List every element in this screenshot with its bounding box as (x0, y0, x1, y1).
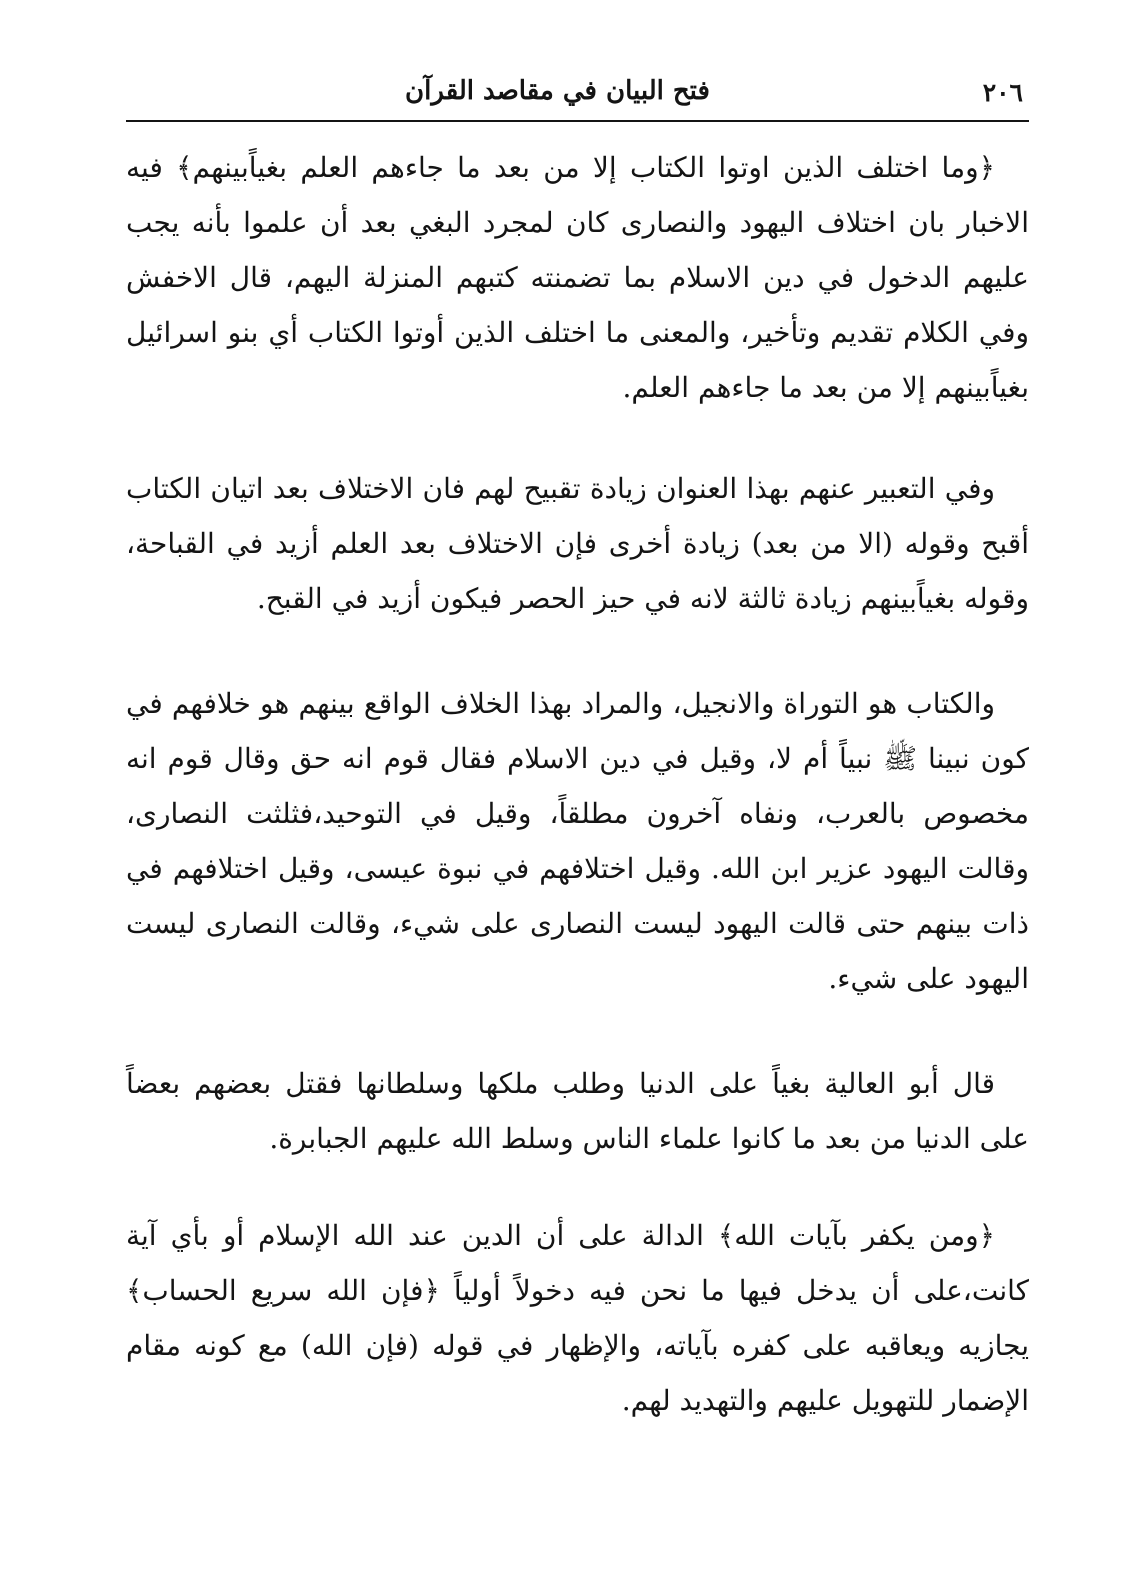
running-title: فتح البيان في مقاصد القرآن (405, 76, 710, 106)
paragraph-1: ﴿وما اختلف الذين اوتوا الكتاب إلا من بعد ما جاءهم العلم بغياًبينهم﴾ فيه الاخبار بان اختلاف اليهود والنصارى كان لمجرد البغي بعد أن علموا بأنه يجب عليهم الدخول في دين الاسلام بما تضمنته كتبهم المنزلة اليهم، قال الاخفش وفي الكلام تقديم وتأخير، والمعنى ما اختلف الذين أوتوا الكتاب أي بنو اسرائيل بغياًبينهم إلا من بعد ما جاءهم العلم. (126, 151, 1029, 404)
page-header (126, 72, 1029, 122)
paragraph-3: والكتاب هو التوراة والانجيل، والمراد بهذا الخلاف الواقع بينهم هو خلافهم في كون نبينا ﷺ نبياً أم لا، وقيل في دين الاسلام فقال قوم انه حق وقال قوم انه مخصوص بالعرب، ونفاه آخرون مطلقاً، وقيل في التوحيد،فثلثت النصارى، وقالت اليهود عزير ابن الله. وقيل اختلافهم في نبوة عيسى، وقيل اختلافهم في ذات بينهم حتى قالت اليهود ليست النصارى على شيء، وقالت النصارى ليست اليهود على شيء. (126, 687, 1029, 995)
paragraph-5: ﴿ومن يكفر بآيات الله﴾ الدالة على أن الدين عند الله الإسلام أو بأي آية كانت،على أن يدخل فيها ما نحن فيه دخولاً أولياً ﴿فإن الله سريع الحساب﴾ يجازيه ويعاقبه على كفره بآياته، والإظهار في قوله (فإن الله) مع كونه مقام الإضمار للتهويل عليهم والتهديد لهم. (126, 1219, 1029, 1417)
paragraph-2: وفي التعبير عنهم بهذا العنوان زيادة تقبيح لهم فان الاختلاف بعد اتيان الكتاب أقبح وقوله (الا من بعد) زيادة أخرى فإن الاختلاف بعد العلم أزيد في القباحة، وقوله بغياًبينهم زيادة ثالثة لانه في حيز الحصر فيكون أزيد في القبح. (126, 472, 1029, 615)
header-rule (126, 120, 1029, 122)
body-text (126, 140, 1029, 1428)
paragraph-4: قال أبو العالية بغياً على الدنيا وطلب ملكها وسلطانها فقتل بعضهم بعضاً على الدنيا من بعد ما كانوا علماء الناس وسلط الله عليهم الجبابرة. (126, 1067, 1029, 1155)
page-number: ٢٠٦ (982, 78, 1023, 107)
